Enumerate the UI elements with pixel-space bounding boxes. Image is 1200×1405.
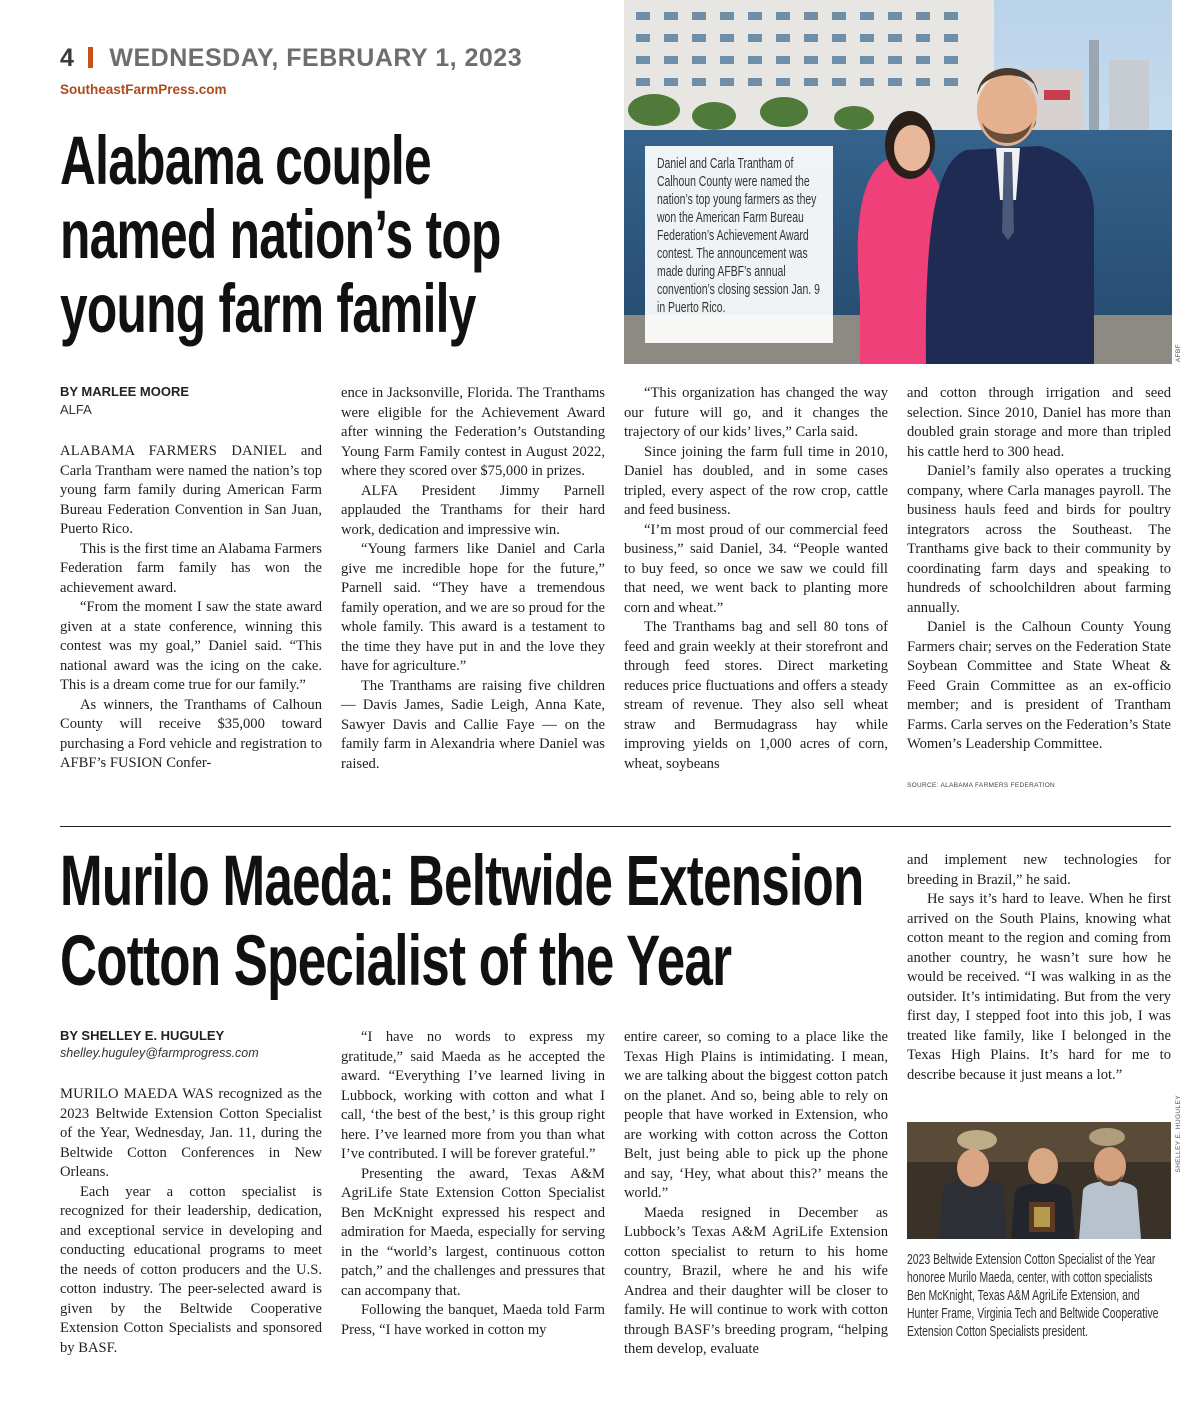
article-paragraph: As winners, the Tranthams of Calhoun County will receive $35,000 toward purchasing a Ford vehicle and registration to AFBF’s FUSION Confer-: [60, 696, 322, 771]
article1-photo-caption: [645, 146, 833, 343]
article2-column-3: [624, 1028, 888, 1360]
section-divider: [60, 826, 1171, 827]
article1-photo-credit: AFBF: [1175, 344, 1182, 363]
issue-date: WEDNESDAY, FEBRUARY 1, 2023: [109, 44, 523, 72]
article-paragraph: and implement new technologies for breeding in Brazil,” he said.: [907, 852, 1171, 888]
article-paragraph: and cotton through irrigation and seed selection. Since 2010, Daniel has more than doubled grain storage and more than tripled his cattle herd to 300 head.: [907, 385, 1171, 460]
article2-photo-caption: 2023 Beltwide Extension Cotton Specialist of the Year honoree Murilo Maeda, center, with cotton specialists Ben McKnight, Texas A&M AgriLife Extension, and Hunter Frame, Virginia Tech and Beltwide Cooperative Extension Cotton Specialists president.: [907, 1252, 1159, 1340]
article-paragraph: Maeda resigned in December as Lubbock’s Texas A&M AgriLife Extension cotton specialist to return to his home country, Brazil, where he and his wife Andrea and their daughter will be closer to family. He will continue to work with cotton through BASF’s breeding program, “helping them develop, evaluate: [624, 1204, 888, 1357]
article1-headline: Alabama couple named nation’s top young farm family: [60, 122, 501, 347]
article2-lead-paragraph: [60, 1085, 322, 1183]
article-paragraph: entire career, so coming to a place like the Texas High Plains is intimidating. I mean, we are talking about the biggest cotton patch on the planet. And so, being able to rely on people that have worked in Extension, who are working with cotton across the Cotton Belt, just being able to pick up the phone and say, ‘Hey, what about this?’ means the world.”: [624, 1029, 888, 1201]
article2-column-2: [341, 1028, 605, 1340]
article-paragraph: The Tranthams are raising five children — Davis James, Sadie Leigh, Anna Kate, Sawyer Davis and Callie Faye — on the family farm in Alexandria where Daniel was raised.: [341, 677, 605, 772]
article1-source-note: SOURCE: ALABAMA FARMERS FEDERATION: [907, 782, 1056, 789]
article-paragraph: “From the moment I saw the state award given at a state conference, winning this contest was my goal,” Daniel said. “This national award was the icing on the cake. This is a dream come true for our family.”: [60, 599, 322, 693]
article2-column-4: [907, 851, 1171, 1085]
article1-column-1: [60, 442, 322, 774]
article-paragraph: The Tranthams bag and sell 80 tons of feed and grain weekly at their storefront and through feed stores. Direct marketing reduces price fluctuations and offers a steady stream of revenue. They also sell wheat straw and Bermudagrass hay while improving yields on 1,000 acres of corn, wheat, soybeans: [624, 619, 888, 772]
article1-lead-paragraph: [60, 442, 322, 540]
article-paragraph: “This organization has changed the way our future will go, and it changes the trajectory of our kids’ lives,” Carla said.: [624, 385, 888, 440]
article-paragraph: Daniel’s family also operates a trucking company, where Carla manages payroll. The business hauls feed and birds for poultry integrators across the Southeast. The Tranthams give back to their community by coordinating farm days and speaking to hundreds of schoolchildren about farming annually.: [907, 463, 1171, 616]
article1-column-2: [341, 384, 605, 774]
article2-lead-text: recognized as the 2023 Beltwide Extension Cotton Specialist of the Year, Wednesday, Jan. 11, during the Beltwide Cotton Conferences in New Orleans.: [60, 1086, 322, 1180]
page-number: 4: [60, 44, 75, 72]
article-paragraph: ence in Jacksonville, Florida. The Tranthams were eligible for the Achievement Award after winning the Federation’s Outstanding Young Farm Family contest in August 2022, where they scored over $75,000 in prizes.: [341, 385, 605, 479]
article2-column-1: [60, 1085, 322, 1358]
article2-headline: Murilo Maeda: Beltwide Extension Cotton Specialist of the Year: [60, 842, 864, 1001]
article-paragraph: ALFA President Jimmy Parnell applauded the Tranthams for their hard work, dedication and impressive win.: [341, 482, 605, 538]
article-paragraph: He says it’s hard to leave. When he first arrived on the South Plains, knowing what cotton meant to the region and coming from another country, he wasn’t sure how he would be received. “I was walking in as the outsider. It’s intimidating. But from the very first day, I stepped foot into this job, I was treated like family, like I belonged in the Texas High Plains. It’s hard for me to describe because it just means a lot.”: [907, 891, 1171, 1083]
article-paragraph: This is the first time an Alabama Farmers Federation farm family has won the achievement award.: [60, 540, 322, 596]
article1-photo-caption-text: Daniel and Carla Trantham of Calhoun County were named the nation’s top young farmers as they won the American Farm Bureau Federation’s Achievement Award contest. The announcement was made during AFBF’s annual convention’s closing session Jan. 9 in Puerto Rico.: [657, 156, 820, 316]
folio-divider: [88, 47, 93, 68]
article-paragraph: Daniel is the Calhoun County Young Farmers chair; serves on the Federation State Soybean Committee and State Wheat & Feed Grain Committee as an ex-officio member; and is president of Trantham Farms. Carla serves on the Federation’s State Women’s Leadership Committee.: [907, 619, 1171, 752]
article1-column-4: [907, 384, 1171, 755]
article-paragraph: “I have no words to express my gratitude,” said Maeda as he accepted the award. “Everything I’ve learned living in Lubbock, working with cotton and what I call, ‘the best of the best,’ is this group right here. I’ve learned more from you than what I’ve contributed. I will be forever grateful.”: [341, 1029, 605, 1162]
page-folio: [60, 44, 522, 73]
website-url[interactable]: SoutheastFarmPress.com: [60, 82, 227, 97]
article2-author-email[interactable]: shelley.huguley@farmprogress.com: [60, 1046, 259, 1060]
article1-lead-caps: ALABAMA FARMERS DANIEL: [60, 443, 287, 459]
article-paragraph: Each year a cotton specialist is recognized for their leadership, dedication, and exceptional service in developing and conducting educational programs to meet the needs of cotton producers and the U.S. cotton industry. The peer-selected award is given by the Beltwide Cooperative Extension Cotton Specialists and sponsored by BASF.: [60, 1183, 322, 1356]
article2-byline: BY SHELLEY E. HUGULEY: [60, 1028, 225, 1043]
article-paragraph: “Young farmers like Daniel and Carla give me incredible hope for the future,” Parnell said. “They have a tremendous family operation, and we are so proud for the whole family. This award is a testament to the time they have put in and the love they have for agriculture.”: [341, 541, 605, 674]
article-paragraph: “I’m most proud of our commercial feed business,” said Daniel, 34. “People wanted to buy feed, so once we saw we could fill that need, we went back to planting more corn and wheat.”: [624, 521, 888, 616]
article1-lead-text: and Carla Trantham were named the nation’s top young farm family during American Farm Bureau Federation Convention in San Juan, Puerto Rico.: [60, 443, 322, 537]
article1-column-3: [624, 384, 888, 774]
article2-lead-caps: MURILO MAEDA WAS: [60, 1086, 214, 1102]
article-paragraph: Presenting the award, Texas A&M AgriLife State Extension Cotton Specialist Ben McKnight expressed his respect and admiration for Maeda, especially for serving in the “world’s largest, continuous cotton patch,” and the challenges and pressures that can accompany that.: [341, 1165, 605, 1299]
article2-photo: [907, 1122, 1171, 1239]
article1-organization: ALFA: [60, 402, 92, 417]
article-paragraph: Since joining the farm full time in 2010, Daniel has doubled, and in some cases tripled, every aspect of the row crop, cattle and feed business.: [624, 443, 888, 518]
article-paragraph: Following the banquet, Maeda told Farm Press, “I have worked in cotton my: [341, 1302, 605, 1338]
article1-byline: BY MARLEE MOORE: [60, 384, 190, 399]
article2-photo-credit: SHELLEY E. HUGULEY: [1175, 1095, 1182, 1173]
